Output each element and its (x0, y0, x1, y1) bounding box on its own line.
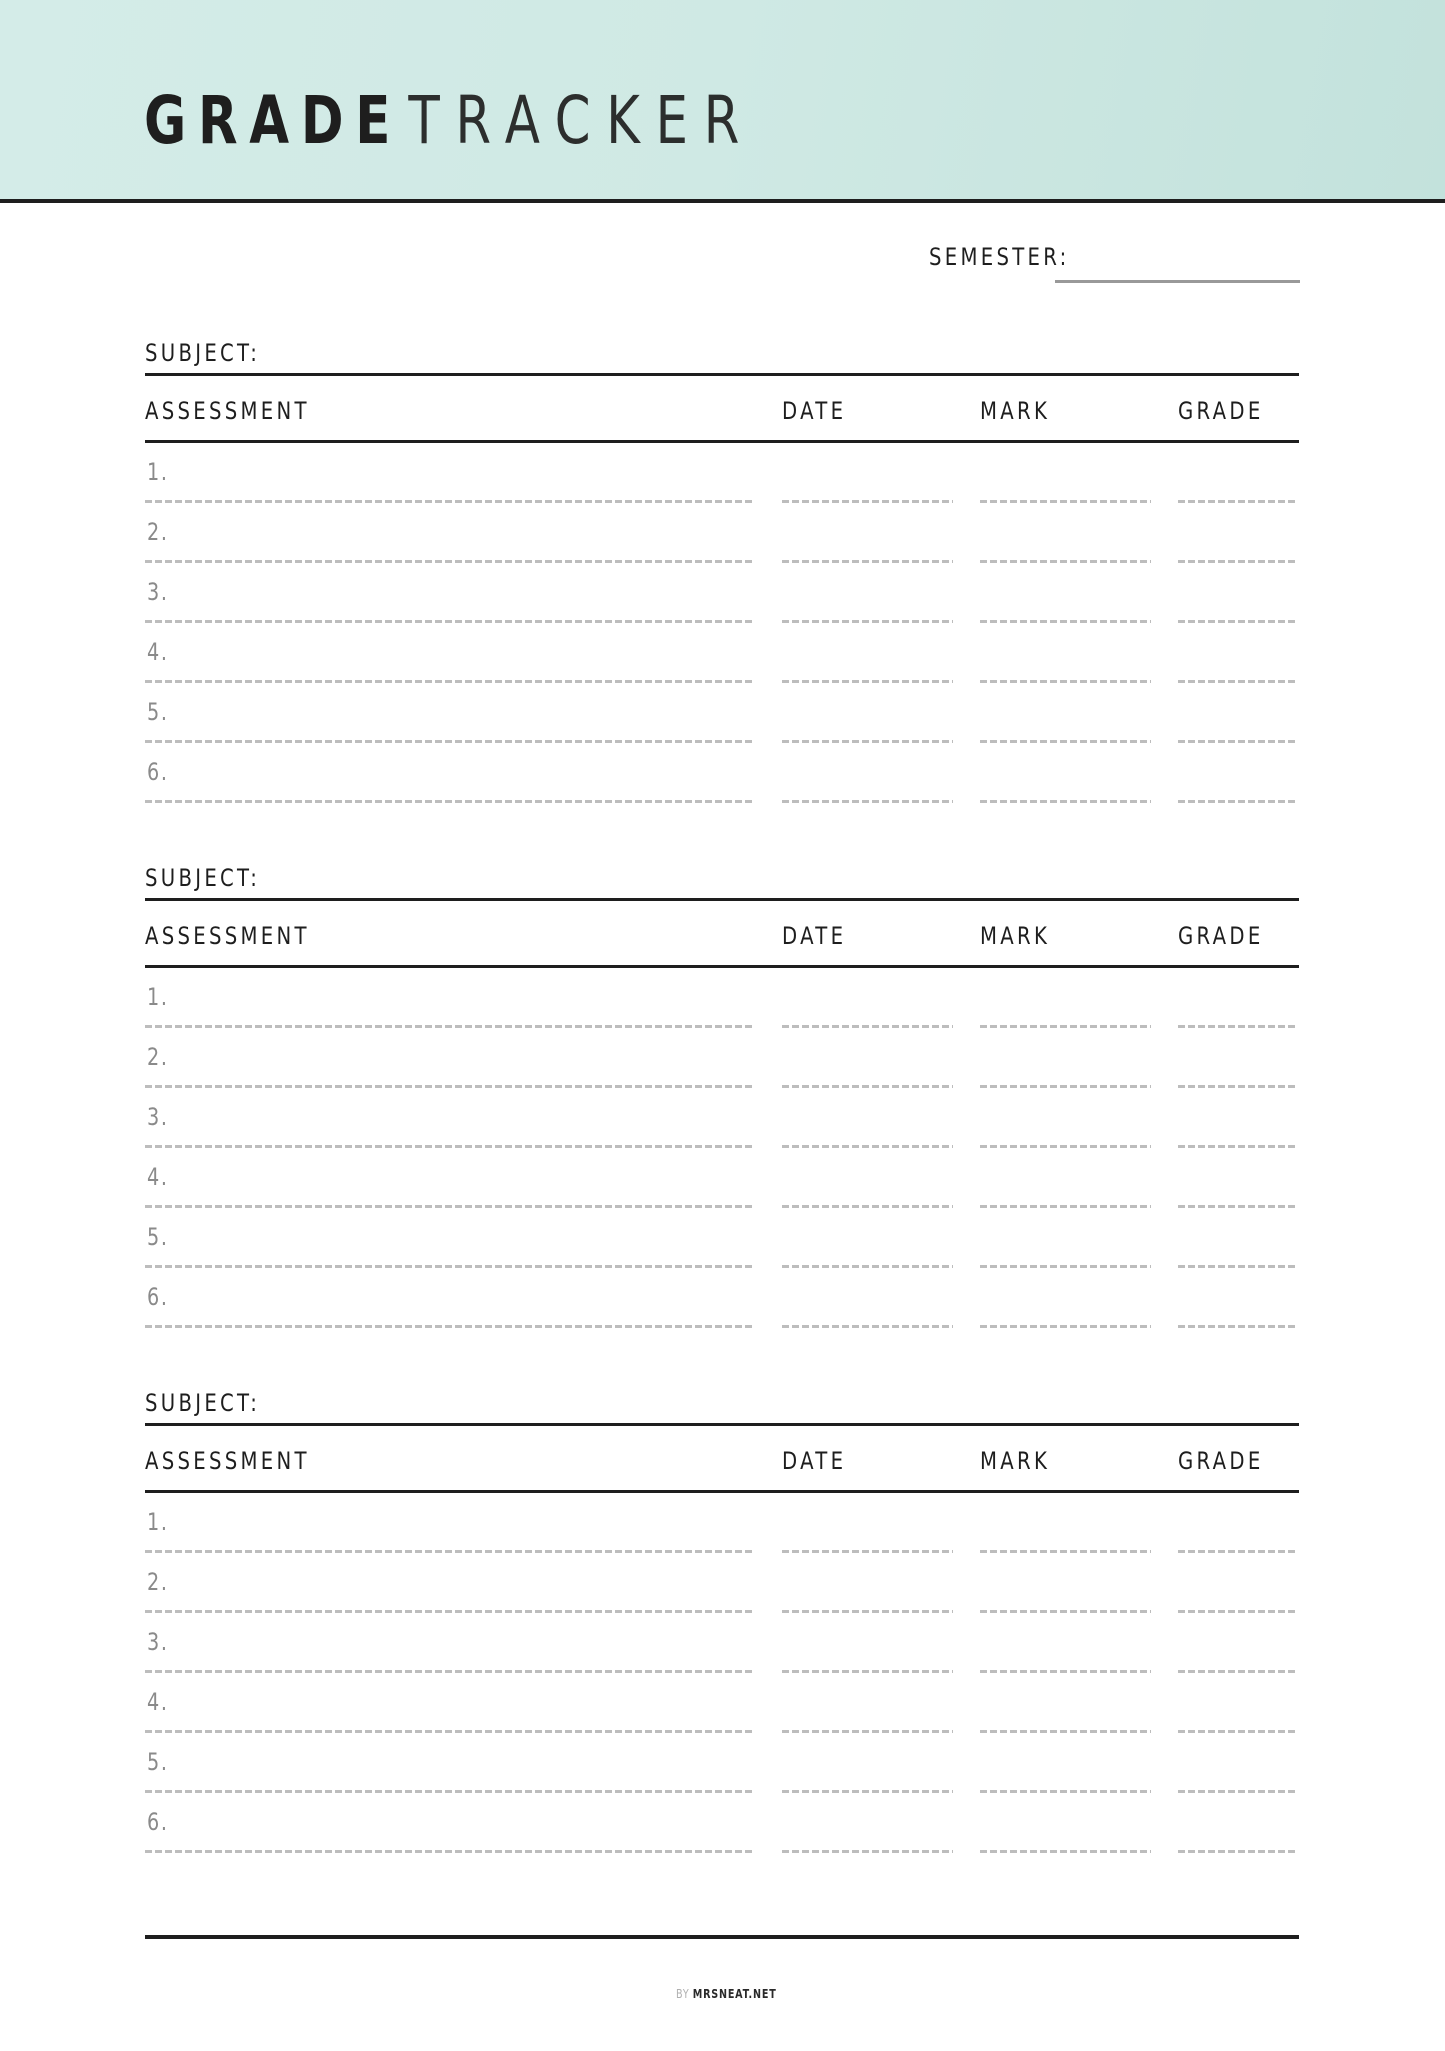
table-row (145, 1165, 1299, 1225)
row-number: 3. (147, 578, 169, 606)
subject-section (145, 864, 1299, 1398)
subject-label: SUBJECT: (145, 1389, 261, 1417)
assessment-field[interactable] (145, 1850, 755, 1853)
column-header-date: DATE (782, 922, 847, 950)
assessment-field[interactable] (145, 560, 755, 563)
column-header-assessment: ASSESSMENT (145, 922, 310, 950)
mark-field[interactable] (980, 1670, 1151, 1673)
assessment-field[interactable] (145, 1550, 755, 1553)
table-row (145, 1285, 1299, 1345)
column-header-mark: MARK (980, 922, 1051, 950)
mark-field[interactable] (980, 1085, 1151, 1088)
grade-field[interactable] (1178, 560, 1297, 563)
row-number: 1. (147, 983, 169, 1011)
mark-field[interactable] (980, 800, 1151, 803)
table-row (145, 1510, 1299, 1570)
grade-field[interactable] (1178, 1730, 1297, 1733)
grade-field[interactable] (1178, 680, 1297, 683)
mark-field[interactable] (980, 500, 1151, 503)
date-field[interactable] (782, 1205, 953, 1208)
mark-field[interactable] (980, 1025, 1151, 1028)
date-field[interactable] (782, 1025, 953, 1028)
grade-field[interactable] (1178, 1610, 1297, 1613)
mark-field[interactable] (980, 680, 1151, 683)
table-row (145, 985, 1299, 1045)
date-field[interactable] (782, 500, 953, 503)
grade-field[interactable] (1178, 740, 1297, 743)
subject-rule[interactable] (145, 898, 1299, 901)
grade-field[interactable] (1178, 1145, 1297, 1148)
date-field[interactable] (782, 560, 953, 563)
date-field[interactable] (782, 1670, 953, 1673)
row-number: 5. (147, 1748, 169, 1776)
mark-field[interactable] (980, 1790, 1151, 1793)
row-number: 6. (147, 1283, 169, 1311)
row-number: 1. (147, 458, 169, 486)
header-underline-rule (145, 965, 1299, 968)
grade-field[interactable] (1178, 1550, 1297, 1553)
table-row (145, 640, 1299, 700)
assessment-field[interactable] (145, 800, 755, 803)
semester-label: SEMESTER: (929, 243, 1070, 271)
subject-rule[interactable] (145, 373, 1299, 376)
table-row (145, 1750, 1299, 1810)
page-title-light: TRACKER (408, 82, 756, 159)
row-number: 1. (147, 1508, 169, 1536)
grade-field[interactable] (1178, 1790, 1297, 1793)
assessment-field[interactable] (145, 1025, 755, 1028)
assessment-field[interactable] (145, 1670, 755, 1673)
assessment-field[interactable] (145, 740, 755, 743)
header-underline-rule (145, 1490, 1299, 1493)
mark-field[interactable] (980, 1205, 1151, 1208)
table-row (145, 1570, 1299, 1630)
table-row (145, 700, 1299, 760)
row-number: 6. (147, 758, 169, 786)
row-number: 6. (147, 1808, 169, 1836)
table-row (145, 1225, 1299, 1285)
date-field[interactable] (782, 620, 953, 623)
assessment-field[interactable] (145, 1730, 755, 1733)
assessment-field[interactable] (145, 500, 755, 503)
subject-section (145, 339, 1299, 873)
grade-field[interactable] (1178, 500, 1297, 503)
assessment-field[interactable] (145, 1610, 755, 1613)
table-row (145, 1630, 1299, 1690)
date-field[interactable] (782, 1085, 953, 1088)
column-header-mark: MARK (980, 397, 1051, 425)
mark-field[interactable] (980, 1610, 1151, 1613)
table-row (145, 460, 1299, 520)
date-field[interactable] (782, 1790, 953, 1793)
table-row (145, 1810, 1299, 1870)
date-field[interactable] (782, 1265, 953, 1268)
table-row (145, 1690, 1299, 1750)
mark-field[interactable] (980, 1550, 1151, 1553)
table-row (145, 1045, 1299, 1105)
table-row (145, 760, 1299, 820)
footer-credit (676, 1988, 777, 2000)
mark-field[interactable] (980, 1145, 1151, 1148)
subject-section (145, 1389, 1299, 1923)
column-header-grade: GRADE (1178, 397, 1264, 425)
column-header-date: DATE (782, 1447, 847, 1475)
assessment-field[interactable] (145, 1085, 755, 1088)
row-number: 3. (147, 1103, 169, 1131)
table-row (145, 1105, 1299, 1165)
grade-field[interactable] (1178, 1325, 1297, 1328)
header-rule (0, 199, 1445, 203)
row-number: 2. (147, 1568, 169, 1596)
assessment-field[interactable] (145, 680, 755, 683)
date-field[interactable] (782, 1550, 953, 1553)
subject-label: SUBJECT: (145, 339, 261, 367)
mark-field[interactable] (980, 1850, 1151, 1853)
assessment-field[interactable] (145, 1265, 755, 1268)
date-field[interactable] (782, 1850, 953, 1853)
mark-field[interactable] (980, 560, 1151, 563)
grade-field[interactable] (1178, 1205, 1297, 1208)
grade-field[interactable] (1178, 620, 1297, 623)
subject-rule[interactable] (145, 1423, 1299, 1426)
footer-by: BY (676, 1987, 690, 2001)
column-header-assessment: ASSESSMENT (145, 397, 310, 425)
bottom-rule (145, 1935, 1299, 1939)
grade-field[interactable] (1178, 1025, 1297, 1028)
assessment-field[interactable] (145, 1145, 755, 1148)
grade-field[interactable] (1178, 1670, 1297, 1673)
row-number: 4. (147, 1688, 169, 1716)
assessment-field[interactable] (145, 1325, 755, 1328)
grade-field[interactable] (1178, 1265, 1297, 1268)
row-number: 5. (147, 698, 169, 726)
page-title (144, 82, 756, 159)
column-header-mark: MARK (980, 1447, 1051, 1475)
date-field[interactable] (782, 680, 953, 683)
assessment-field[interactable] (145, 1205, 755, 1208)
footer-site-link[interactable]: MRSNEAT.NET (692, 1987, 777, 2001)
date-field[interactable] (782, 1145, 953, 1148)
mark-field[interactable] (980, 1265, 1151, 1268)
date-field[interactable] (782, 1325, 953, 1328)
column-header-grade: GRADE (1178, 922, 1264, 950)
assessment-field[interactable] (145, 1790, 755, 1793)
row-number: 2. (147, 518, 169, 546)
date-field[interactable] (782, 800, 953, 803)
date-field[interactable] (782, 1610, 953, 1613)
grade-field[interactable] (1178, 1850, 1297, 1853)
mark-field[interactable] (980, 1325, 1151, 1328)
row-number: 5. (147, 1223, 169, 1251)
row-number: 2. (147, 1043, 169, 1071)
assessment-field[interactable] (145, 620, 755, 623)
row-number: 4. (147, 638, 169, 666)
column-header-assessment: ASSESSMENT (145, 1447, 310, 1475)
page-title-bold: GRADE (144, 82, 403, 159)
table-row (145, 520, 1299, 580)
row-number: 4. (147, 1163, 169, 1191)
header-underline-rule (145, 440, 1299, 443)
grade-field[interactable] (1178, 800, 1297, 803)
column-header-date: DATE (782, 397, 847, 425)
mark-field[interactable] (980, 620, 1151, 623)
date-field[interactable] (782, 1730, 953, 1733)
mark-field[interactable] (980, 1730, 1151, 1733)
table-row (145, 580, 1299, 640)
grade-field[interactable] (1178, 1085, 1297, 1088)
subject-label: SUBJECT: (145, 864, 261, 892)
semester-field[interactable] (1055, 280, 1300, 283)
mark-field[interactable] (980, 740, 1151, 743)
row-number: 3. (147, 1628, 169, 1656)
column-header-grade: GRADE (1178, 1447, 1264, 1475)
date-field[interactable] (782, 740, 953, 743)
